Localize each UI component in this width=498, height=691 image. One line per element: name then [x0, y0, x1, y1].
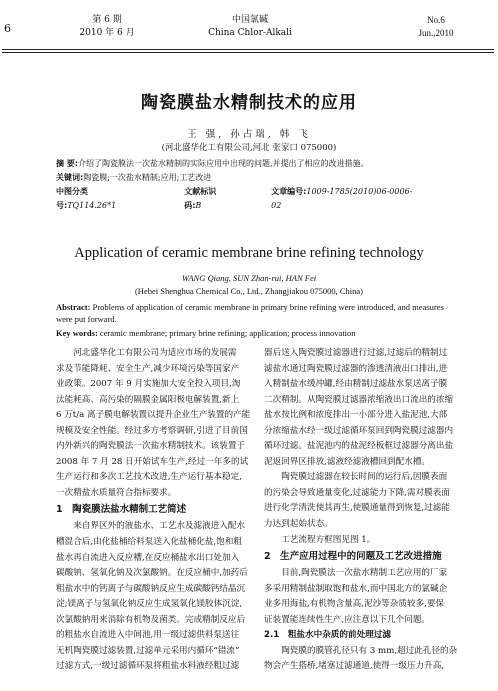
- abstract-text-en: Problems of application of ceramic membrane in primary brine refining were introduced, and measures were put forward.: [56, 302, 444, 324]
- keywords-label-cn: 关键词:: [56, 173, 84, 182]
- clc-value: TQ114.26*1: [67, 201, 117, 210]
- article-title-cn: 陶瓷膜盐水精制技术的应用: [141, 93, 357, 113]
- text-line: 的粗盐水自流进入中间池,用一级过滤供料泵送往: [56, 630, 240, 641]
- text-line: 滤盐水通过陶瓷膜过滤器的渗透清液出口排出,进: [264, 363, 448, 374]
- classification-line: [56, 185, 456, 213]
- text-line: 物会产生搭桥,堵塞过滤通道,使得一级压力升高,: [264, 661, 445, 672]
- body-paragraph: [264, 566, 478, 628]
- text-line: 槽混合后,由化盐桶给料泵送入化盐桶化盐,饱和粗: [56, 537, 242, 548]
- issue-number-en: No.6: [427, 15, 445, 25]
- body-paragraph: [264, 346, 478, 470]
- body-paragraph: [264, 470, 478, 532]
- subsection-heading: 2.1 粗盐水中杂质的前处理过滤: [264, 630, 391, 641]
- text-line: 无机陶瓷膜过滤装置,过滤单元采用内循环“错流”: [56, 645, 240, 656]
- authors-en: WANG Qiang, SUN Zhan-rui, HAN Fei: [181, 273, 317, 283]
- body-paragraph: [56, 346, 268, 501]
- keywords-text-cn: 陶瓷膜;一次盐水精制;应用;工艺改进: [83, 173, 212, 182]
- text-line: 生产运行和多次工艺技术改进,生产运行基本稳定,: [56, 472, 242, 483]
- abstract-block-cn: [56, 157, 456, 213]
- text-line: 粗盐水中的钙离子与碳酸钠反应生成碳酸钙结晶沉: [56, 583, 246, 594]
- affiliation-cn: (河北盛华化工有限公司,河北 张家口 075000): [161, 143, 337, 153]
- text-line: 6 万t/a 离子膜电解装置以提升企业生产装置的产能: [56, 410, 251, 421]
- issue-info-en: [396, 14, 476, 40]
- text-line: 进行化学清洗使其再生,使膜通量得到恢复,过滤能: [264, 503, 450, 514]
- abstract-label-cn: 摘 要:: [56, 159, 78, 168]
- abstract-cn: [56, 157, 456, 171]
- text-line: 目前,陶瓷膜法一次盐水精制工艺应用的厂家: [264, 568, 448, 579]
- clc-code: [56, 185, 144, 213]
- article-label: 文章编号:: [271, 187, 307, 196]
- body-paragraph: [264, 533, 478, 549]
- text-line: 分浓缩盐水经一级过滤循环泵回到陶瓷膜过滤器内: [264, 425, 454, 436]
- authors-cn: 王 强, 孙占瑞, 韩 飞: [187, 129, 311, 140]
- text-line: 规模及安全性能。经过多方考察调研,引进了目前国: [56, 425, 248, 436]
- body-paragraph: [264, 644, 478, 675]
- section-heading: 1 陶瓷膜法盐水精制工艺简述: [56, 504, 187, 516]
- text-line: 过滤方式,一级过滤循环泵将粗盐水料液经粗过滤: [56, 661, 240, 672]
- abstract-text-cn: 介绍了陶瓷膜法一次盐水精制的实际应用中出现的问题,并提出了相应的改进措施。: [77, 159, 369, 168]
- text-line: 河北盛华化工有限公司为适应市场的发展需: [56, 348, 237, 358]
- keywords-label-en: Key words:: [56, 328, 98, 338]
- text-line: 力达到起始状态。: [264, 519, 333, 530]
- issue-date-cn: 2010 年 6 月: [79, 28, 135, 38]
- keywords-cn: [56, 171, 456, 185]
- issue-info-cn: [72, 14, 142, 40]
- text-line: 二次精制。从陶瓷膜过滤器浓缩液出口流出的浓缩: [264, 394, 454, 405]
- header-rule-thick: [2, 49, 494, 50]
- text-line: 一次精盐水质量符合指标要求。: [56, 487, 177, 498]
- text-line: 内外新兴的陶瓷膜法一次盐水精制技术。该装置于: [56, 441, 246, 452]
- text-line: 的污染会导致通量变化,过滤能力下降,需对膜表面: [264, 487, 450, 498]
- journal-name-en: China Chlor-Alkali: [208, 28, 292, 38]
- doc-label: 文献标识码:: [184, 187, 217, 210]
- text-line: 证装置能连续性生产,应注意以下几个问题。: [264, 614, 431, 625]
- article-title-en: Application of ceramic membrane brine refining technology: [74, 245, 424, 261]
- text-line: 汰能耗高、高污染的隔膜金属阳极电解装置,新上: [56, 394, 240, 405]
- text-line: 来自界区外的液盐水、工艺水及滤液进入配水: [56, 521, 246, 532]
- page-number: 6: [4, 22, 11, 35]
- text-line: 业多用海盐,有机物含量高,泥沙等杂质较多,要保: [264, 599, 445, 610]
- text-line: 多采用精制盐制取饱和盐水,而中国北方的氯碱企: [264, 583, 448, 594]
- journal-name-cn: 中国氯碱: [231, 15, 268, 25]
- text-line: 循环过滤。盐泥池内的盐泥经板框过滤器分离出盐: [264, 441, 454, 452]
- section-heading: 2 生产应用过程中的问题及工艺改进措施: [264, 551, 442, 563]
- body-column-left: [56, 346, 268, 675]
- text-line: 淀;镁离子与氢氧化钠反应生成氢氧化镁胶体沉淀,: [56, 599, 243, 610]
- article-value: 1009-1785(2010)06-0006-02: [271, 187, 413, 210]
- text-line: 入精制盐水缓冲罐,经由精制过滤盐水泵送离子膜: [264, 379, 448, 390]
- keywords-text-en: ceramic membrane; primary brine refining; application; process innovation: [99, 328, 356, 338]
- article-number: [271, 185, 416, 213]
- text-line: 求及节能降耗、安全生产,减少环境污染等国家产: [56, 363, 240, 374]
- text-line: 业政策。2007 年 9 月实施加大安全投入项目,淘: [56, 379, 241, 390]
- text-line: 碳酸钠、氢氧化钠及次氯酸钠。在反应桶中,加药后: [56, 568, 248, 579]
- text-line: 泥返回界区排放,滤液经滤液槽回到配水槽。: [264, 456, 431, 467]
- text-line: 陶瓷膜过滤器在较长时间的运行后,因膜表面: [264, 472, 448, 483]
- body-column-right: [264, 346, 478, 675]
- text-line: 盐水再自流进入反应槽,在反应桶盐水出口处加入: [56, 552, 240, 563]
- abstract-label-en: Abstract:: [56, 302, 91, 312]
- abstract-en: [56, 301, 456, 325]
- clc-label: 中图分类号:: [56, 187, 88, 210]
- issue-date-en: Jun.,2010: [418, 28, 454, 38]
- page-header: [0, 14, 498, 48]
- doc-code: [184, 185, 231, 213]
- journal-name: [195, 14, 305, 40]
- body-paragraph: [56, 519, 268, 674]
- text-line: 工艺流程方框图见图 1。: [264, 534, 376, 545]
- text-line: 2008 年 7 月 28 日开始试车生产,经过一年多的试: [56, 456, 249, 467]
- text-line: 器后送入陶瓷膜过滤器进行过滤,过滤后的精制过: [264, 348, 448, 358]
- header-rule-thin: [2, 52, 494, 53]
- affiliation-en: (Hebei Shenghua Chemical Co., Ltd., Zhangjiakou 075000, China): [134, 286, 364, 296]
- keywords-en: [56, 327, 456, 339]
- doc-value: B: [195, 201, 202, 210]
- issue-number-cn: 第 6 期: [92, 15, 122, 25]
- text-line: 陶瓷膜的膜管孔径只有 3 mm,超过此孔径的杂: [264, 645, 458, 656]
- text-line: 次氯酸钠用来消除有机物及菌类。完成精制反应后: [56, 614, 246, 625]
- text-line: 盐水按比例和浓度排出一小部分进入盐泥池,大部: [264, 410, 448, 421]
